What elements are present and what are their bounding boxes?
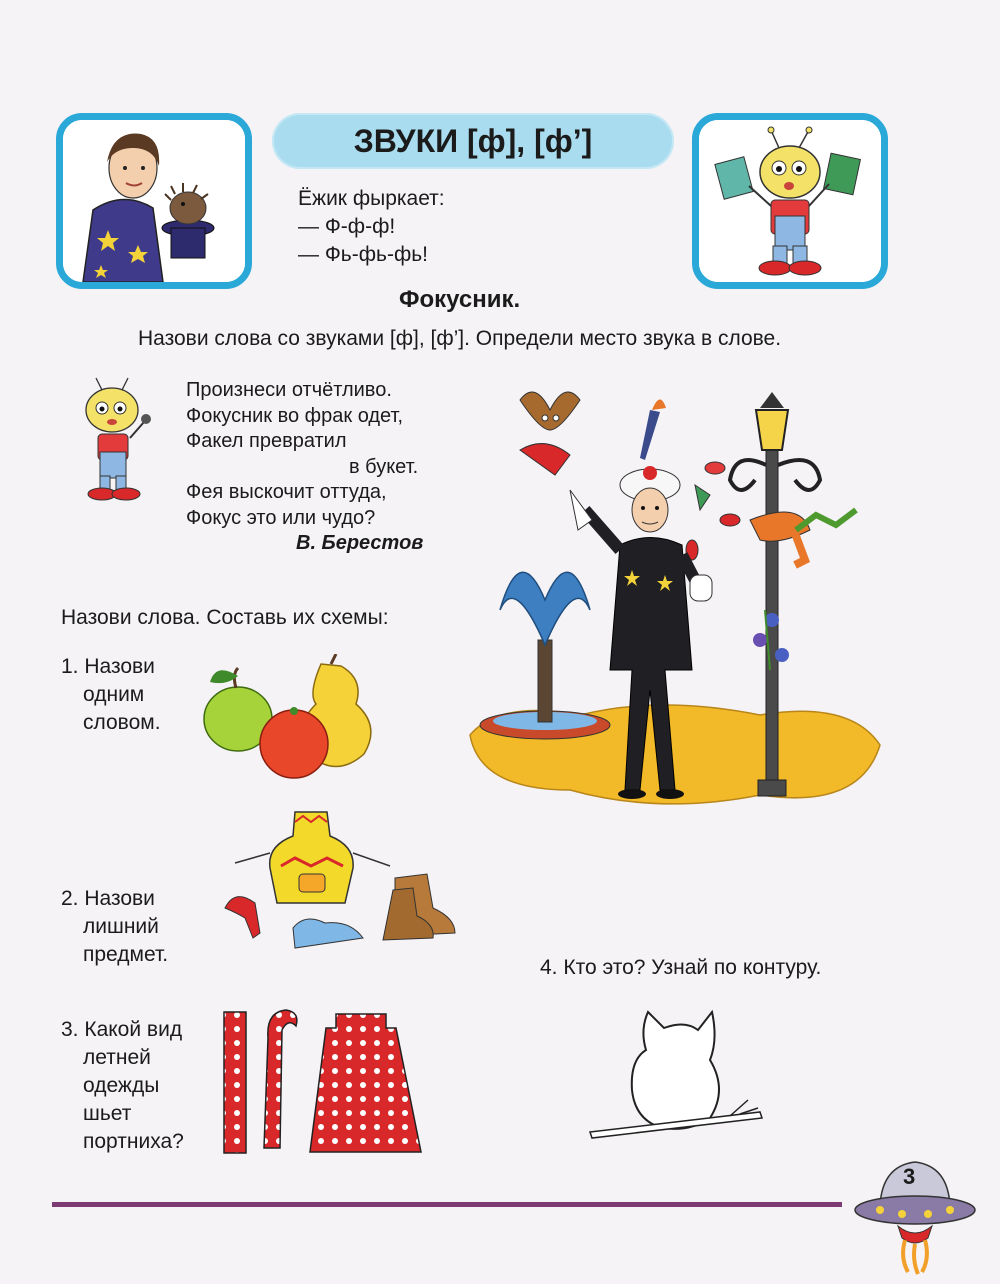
- task-1-line: словом.: [83, 711, 161, 734]
- alien-cards-picture: [692, 113, 888, 289]
- clothes-picture: [215, 808, 465, 968]
- poem-author: В. Берестов: [296, 532, 424, 554]
- tasks-intro: Назови слова. Составь их схемы:: [61, 606, 389, 629]
- poem: [186, 378, 423, 557]
- task-1-line: одним: [83, 683, 145, 706]
- page-number: 3: [903, 1164, 916, 1189]
- poem-line: Фокус это или чудо?: [186, 506, 376, 529]
- title-banner: [272, 113, 674, 169]
- task-1: [61, 653, 161, 737]
- task-2: [61, 885, 168, 969]
- alien-microphone-picture: [64, 376, 164, 506]
- task-3-line: летней: [83, 1046, 151, 1069]
- bottom-divider: [52, 1202, 842, 1207]
- poem-line: Фокусник во фрак одет,: [186, 404, 404, 427]
- task-2-line: предмет.: [83, 943, 169, 966]
- task-3-line: шьет: [83, 1102, 132, 1125]
- magician-boy-picture: [56, 113, 252, 289]
- hedgehog-line: — Фь-фь-фь!: [298, 243, 428, 266]
- task-3-line: одежды: [83, 1074, 160, 1097]
- poem-line: Произнеси отчётливо.: [186, 379, 392, 401]
- section-instruction: Назови слова со звуками [ф], [ф’]. Определи место звука в слове.: [138, 327, 782, 350]
- task-3-line: 3. Какой вид: [61, 1018, 183, 1041]
- hedgehog-line: — Ф-ф-ф!: [298, 215, 396, 238]
- hedgehog-line: Ёжик фыркает:: [298, 187, 445, 210]
- task-1-line: 1. Назови: [61, 655, 155, 678]
- task-2-line: 2. Назови: [61, 887, 155, 910]
- poem-line: в букет.: [349, 455, 419, 478]
- magician-scene-picture: [460, 370, 890, 820]
- poem-line: Фея выскочит оттуда,: [186, 481, 387, 503]
- fruits-picture: [196, 654, 386, 784]
- sewing-patterns-picture: [216, 1008, 426, 1158]
- poem-line: Факел превратил: [186, 430, 347, 452]
- owl-outline-picture: [580, 1000, 780, 1150]
- hedgehog-verse: [298, 185, 445, 269]
- task-3-line: портниха?: [83, 1130, 184, 1153]
- task-2-line: лишний: [83, 915, 159, 938]
- task-4: 4. Кто это? Узнай по контуру.: [540, 956, 822, 979]
- task-3: [61, 1016, 184, 1156]
- page-title: ЗВУКИ [ф], [ф’]: [353, 122, 593, 159]
- section-heading: Фокусник.: [399, 286, 521, 313]
